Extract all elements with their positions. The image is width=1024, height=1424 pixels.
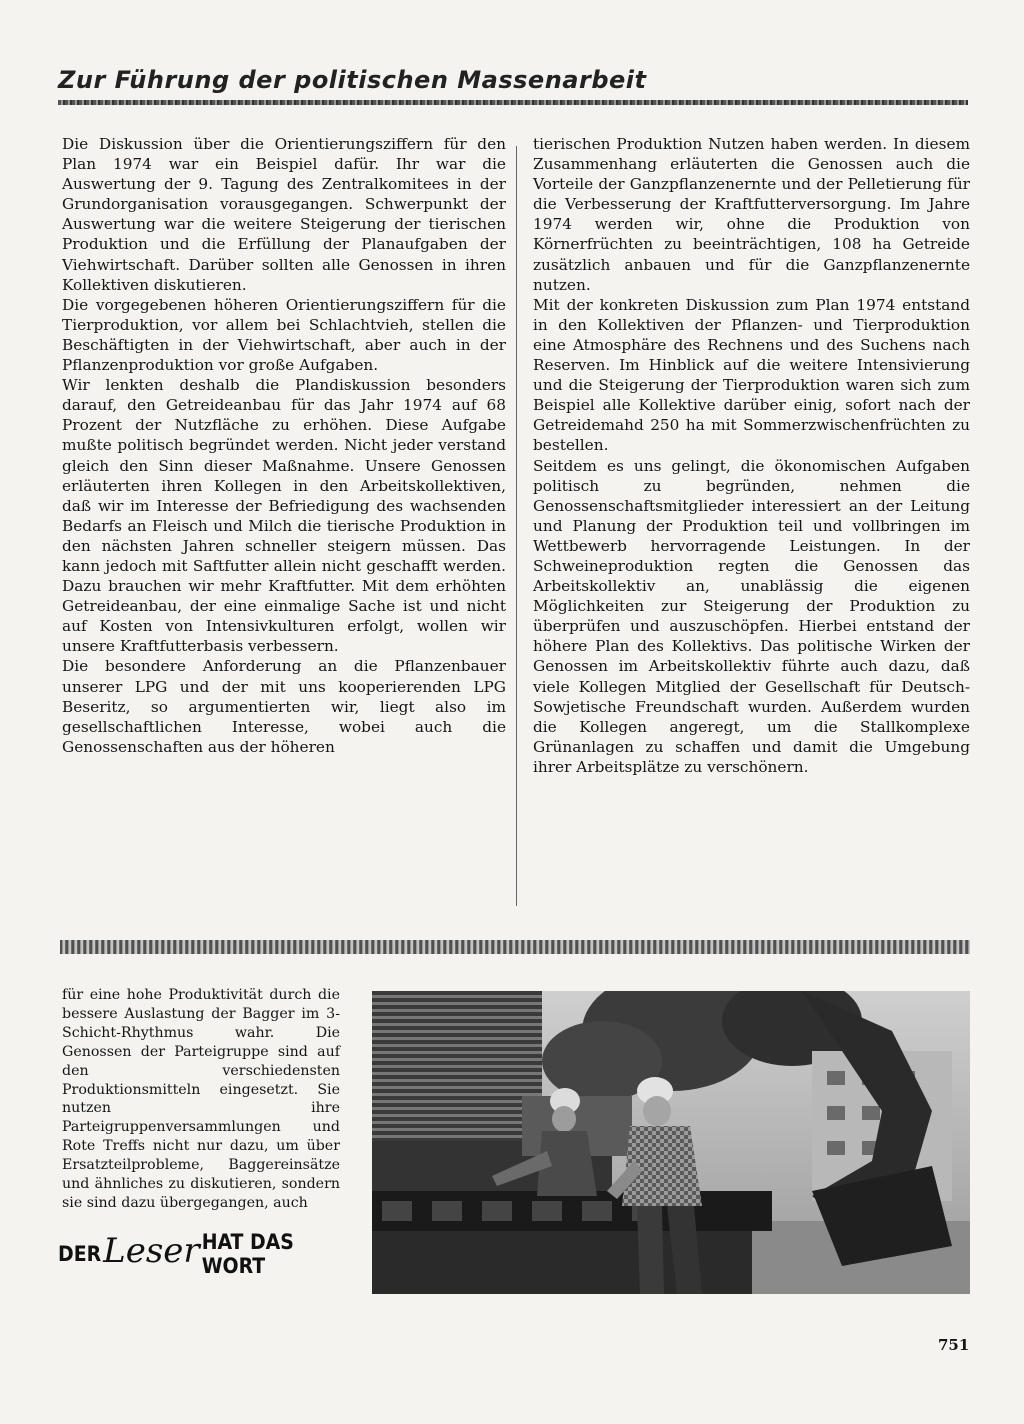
leser-logo (58, 1232, 338, 1276)
leser-logo-script: Leser (103, 1231, 200, 1271)
leser-logo-der: DER (58, 1242, 102, 1266)
letter-column (62, 986, 340, 1213)
paragraph: Die besondere Anforderung an die Pflanzenbauer unserer LPG und der mit uns kooperierenden LPG Beseritz, so argumentierten wir, liegt also im gesellschaftlichen Interesse, wobei auch die Genossenschaften aus der höheren (62, 657, 506, 756)
leser-logo-rest: HAT DAS WORT (201, 1230, 294, 1278)
section-header: Zur Führung der politischen Massenarbeit (58, 66, 647, 94)
paragraph: tierischen Produktion Nutzen haben werden. In diesem Zusammenhang erläuterten die Genossen auch die Vorteile der Ganzpflanzenernte und der Pelletierung für die Verbesserung der Kraftfutterversorgung. Im Jahre 1974 werden wir, ohne die Produktion von Körnerfrüchten zu beeinträchtigen, 108 ha Getreide zusätzlich anbauen und für die Ganzpflanzenernte nutzen. (533, 135, 970, 294)
letter-text: für eine hohe Produktivität durch die bessere Auslastung der Bagger im 3-Schicht-Rhythmus wahr. Die Genossen der Parteigruppe sind auf den verschiedensten Produktionsmitteln eingesetzt. Sie nutzen ihre Parteigruppenversammlungen und Rote Treffs nicht nur dazu, um über Ersatzteilprobleme, Baggereinsätze und ähnliches zu diskutieren, sondern sie sind dazu übergegangen, auch (62, 987, 340, 1211)
paragraph: Die Diskussion über die Orientierungsziffern für den Plan 1974 war ein Beispiel dafür. Ihr war die Auswertung der 9. Tagung des Zentralkomitees in der Grundorganisation vorausgegangen. Schwerpunkt der Auswertung war die weitere Steigerung der tierischen Produktion und die Erfüllung der Planaufgaben der Viehwirtschaft. Darüber sollten alle Genossen in ihren Kollektiven diskutieren. (62, 135, 506, 294)
page-number: 751 (938, 1336, 970, 1354)
paragraph: Die vorgegebenen höheren Orientierungsziffern für die Tierproduktion, vor allem bei Schlachtvieh, stellen die Beschäftigten in der Viehwirtschaft, aber auch in der Pflanzenproduktion vor große Aufgaben. (62, 295, 506, 375)
header-rule (58, 100, 968, 105)
section-separator-band (60, 940, 970, 954)
article-right-column (533, 134, 970, 777)
paragraph: Mit der konkreten Diskussion zum Plan 1974 entstand in den Kollektiven der Pflanzen- und Tierproduktion eine Atmosphäre des Rechnens und des Suchens nach Reserven. Im Hinblick auf die weitere Intensivierung und die Steigerung der Tierproduktion waren sich zum Beispiel alle Kollektive darüber einig, sofort nach der Getreidemahd 250 ha mit Sommerzwischenfrüchten zu bestellen. (533, 295, 970, 455)
workers-photo-illustration (372, 991, 970, 1294)
article-left-column (62, 134, 506, 757)
workers-photo (372, 991, 970, 1294)
paragraph: Seitdem es uns gelingt, die ökonomischen Aufgaben politisch zu begründen, nehmen die Genossenschaftsmitglieder interessiert an der Leitung und Planung der Produktion teil und vollbringen im Wettbewerb hervorragende Leistungen. In der Schweineproduktion regten die Genossen das Arbeitskollektiv an, unablässig die eigenen Möglichkeiten zur Steigerung der Produktion zu überprüfen und auszuschöpfen. Hierbei entstand der höhere Plan des Kollektivs. Das politische Wirken der Genossen im Arbeitskollektiv führte auch dazu, daß viele Kollegen Mitglied der Gesellschaft für Deutsch-Sowjetische Freundschaft wurden. Außerdem wurden die Kollegen angeregt, um die Stallkomplexe Grünanlagen zu schaffen und damit die Umgebung ihrer Arbeitsplätze zu verschönern. (533, 456, 970, 776)
paragraph: Wir lenkten deshalb die Plandiskussion besonders darauf, den Getreideanbau für das Jahr 1974 auf 68 Prozent der Nutzfläche zu erhöhen. Diese Aufgabe mußte politisch begründet werden. Nicht jeder verstand gleich den Sinn dieser Maßnahme. Unsere Genossen erläuterten ihren Kollegen in den Arbeitskollektiven, daß wir im Interesse der Befriedigung des wachsenden Bedarfs an Fleisch und Milch die tierische Produktion in den nächsten Jahren schneller steigern müssen. Das kann jedoch mit Saftfutter allein nicht geschafft werden. Dazu brauchen wir mehr Kraftfutter. Mit dem erhöhten Getreideanbau, der eine einmalige Sache ist und nicht auf Kosten von Intensivkulturen erfolgt, wollen wir unsere Kraftfutterbasis verbessern. (62, 376, 506, 656)
column-divider (516, 146, 517, 906)
